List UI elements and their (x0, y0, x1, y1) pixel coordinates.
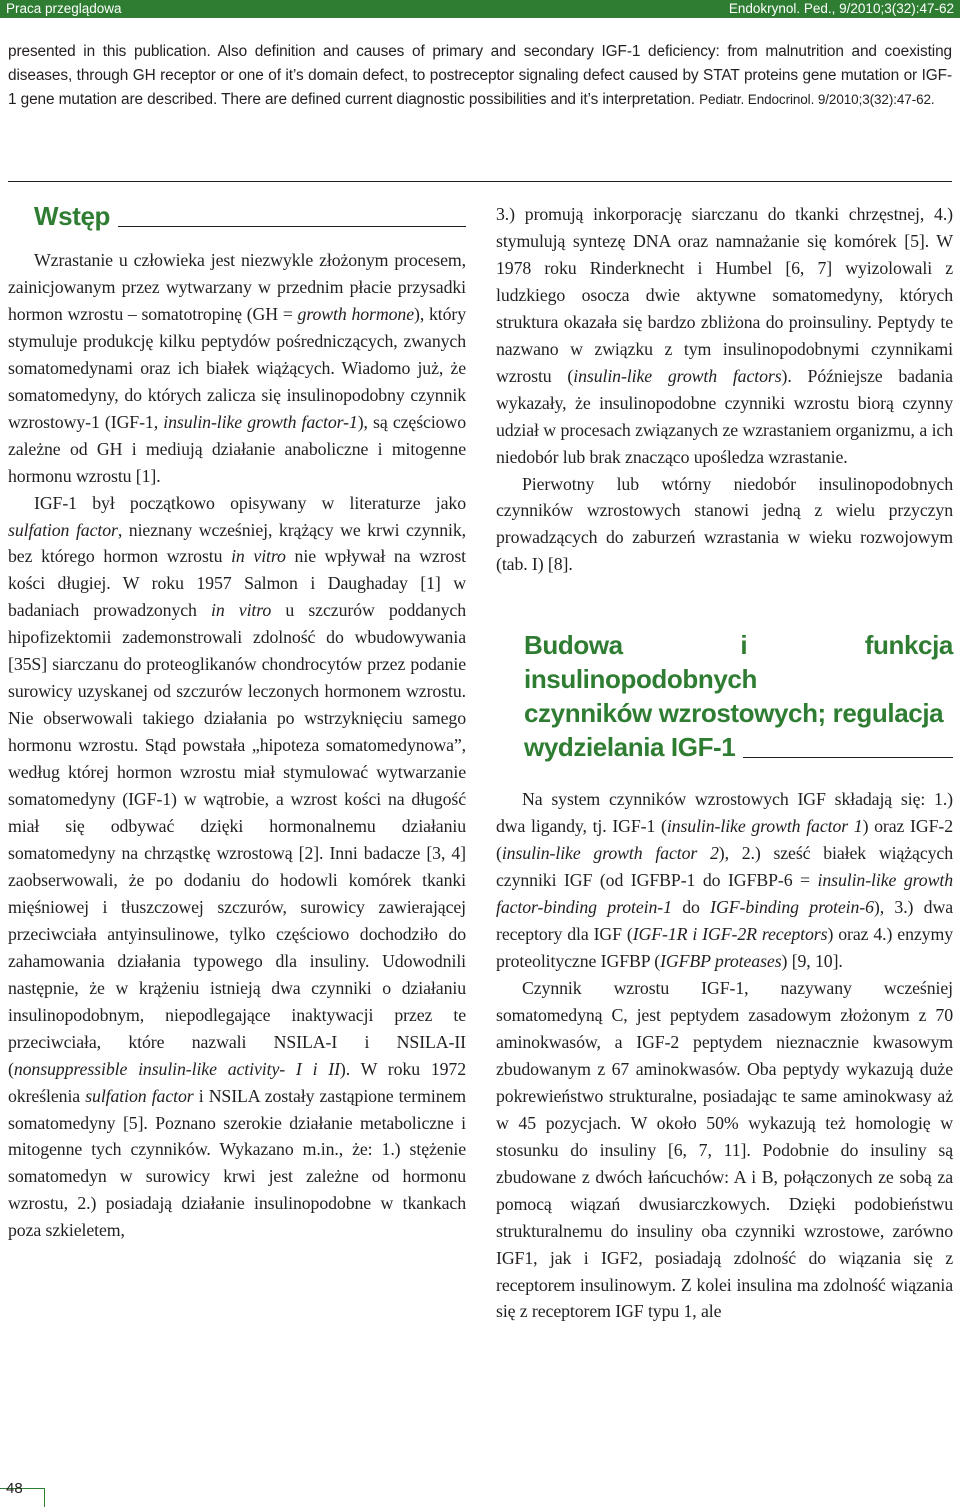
abstract-citation: Pediatr. Endocrinol. 9/2010;3(32):47-62. (699, 92, 935, 107)
paragraph: Czynnik wzrostu IGF-1, nazywany wcześniej somatomedyną C, jest peptydem zasadowym złożonym z 70 aminokwasów, a IGF-2 peptydem nieznacznie kwasowym zbudowanym z 67 aminokwasów. Oba peptydy wykazują duże pokrewieństwo strukturalne, posiadając te same aminokwasy aż w 45 pozycjach. W około 50% wykazują też homologię w stosunku do insuliny [6, 7, 11]. Podobnie do insuliny są zbudowane z dwóch łańcuchów: A i B, połączonych ze sobą za pomocą wiązań dwusiarczkowych. Dzięki podobieństwu strukturalnemu do insuliny oba czynniki wzrostowe, zarówno IGF1, jak i IGF2, posiadają zdolność do wiązania się z receptorem insulinowym. Z kolei insulina ma zdolność wiązania się z receptorem IGF typu 1, ale (496, 978, 953, 1322)
paragraph: IGF-1 był początkowo opisywany w literaturze jako sulfation factor, nieznany wcześniej, krążący we krwi czynnik, bez którego hormon wzrostu in vitro nie wpływał na wzrost kości długiej. W roku 1957 Salmon i Daughaday [1] w badaniach prowadzonych in vitro u szczurów poddanych hipofizektomii zademonstrowali zdolność do wbudowywania [35S] siarczanu do proteoglikanów chondrocytów przez podanie surowicy uzyskanej od szczurów leczonych hormonem wzrostu. Nie obserwowali takiego działania po wstrzyknięciu samego hormonu wzrostu. Stąd powstała „hipoteza somatomedynowa”, według której hormon wzrostu miał stymulować wytwarzanie somatomedyny (IGF-1) w wątrobie, a wzrost kości na długość miał się odbywać dzięki hormonalnemu działaniu somatomedyny na chrząstkę wzrostową [2]. Inni badacze [3, 4] zaobserwowali, że po dodaniu do hodowli komórek tkanki mięśniowej i tłuszczowej szczurów, surowicy zawierającej przeciwciała antyinsulinowe, tylko częściowo dochodziło do zahamowania działania typowego dla insuliny. Udowodnili następnie, że w krążeniu istnieją dwa czynniki o działaniu insulinopodobnym, niepodlegające inaktywacji przez te przeciwciała, które nazwali NSILA-I i NSILA-II (nonsuppressible insulin-like activity- I i II). W roku 1972 określenia sulfation factor i NSILA zostały zastąpione terminem somatomedyny [5]. Poznano szerokie działanie metaboliczne i mitogenne tych czynników. Wykazano m.in., że: 1.) stężenie somatomedyn w surowicy krwi jest zależne od hormonu wzrostu, 2.) posiadają działanie insulinopodobne w tkankach poza szkieletem, (8, 492, 467, 1241)
section-heading-text: Wstęp (34, 201, 111, 231)
left-column (8, 199, 466, 1244)
running-header (0, 0, 960, 18)
paragraph: Na system czynników wzrostowych IGF składają się: 1.) dwa ligandy, tj. IGF-1 (insulin-like growth factor 1) oraz IGF-2 (insulin-like growth factor 2), 2.) sześć białek wiążących czynniki IGF (od IGFBP-1 do IGFBP-6 = insulin-like growth factor-binding protein-1 do IGF-binding protein-6), 3.) dwa receptory dla IGF (IGF-1R i IGF-2R receptors) oraz 4.) enzymy proteolityczne IGFBP (IGFBP proteases) [9, 10]. (496, 789, 954, 972)
abstract-tail (8, 40, 952, 112)
journal-citation: Endokrynol. Ped., 9/2010;3(32):47-62 (728, 1, 954, 16)
section-divider (8, 181, 952, 182)
right-column (496, 201, 953, 1325)
section-heading-wstep (8, 199, 466, 233)
paragraph: Wzrastanie u człowieka jest niezwykle złożonym procesem, zainicjowanym przez wytwarzany w przednim płacie przysadki hormon wzrostu – somatotropinę (GH = growth hormone), który stymuluje produkcję kilku peptydów pośredniczących, zwanych somatomedynami oraz ich białek wiążących. Wiadomo już, że somatomedyny, do których zalicza się insulinopodobny czynnik wzrostowy-1 (IGF-1, insulin-like growth factor-1), są częściowo zależne od GH i mediują działanie anaboliczne i mitogenne hormonu wzrostu [1]. (8, 250, 466, 486)
abstract-text: presented in this publication. Also definition and causes of primary and secondary IGF-1 deficiency: from malnutrition and coexisting diseases, through GH receptor or one of it’s domain defect, to postreceptor signaling defect caused by STAT proteins gene mutation or IGF-1 gene mutation are described. There are defined current diagnostic possibilities and it’s interpretation. (8, 43, 952, 108)
article-type-label: Praca przeglądowa (6, 1, 122, 16)
section-heading-line-3: wydzielania IGF-1 (524, 732, 736, 763)
heading-rule (743, 757, 953, 758)
paragraph: 3.) promują inkorporację siarczanu do tkanki chrzęstnej, 4.) stymulują syntezę DNA oraz namnażanie się komórek [5]. W 1978 roku Rinderknecht i Humbel [6, 7] wyizolowali z ludzkiego osocza dwie aktywne somatomedyny, których struktura okazała się bardzo zbliżona do proinsuliny. Peptydy te nazwano w związku z tym insulinopodobnymi czynnikami wzrostu (insulin-like growth factors). Późniejsze badania wykazały, że insulinopodobne czynniki wzrostu biorą czynny udział w procesach związanych ze wzrastaniem organizmu, a ich niedobór lub brak znacząco upośledza wzrastanie. (496, 204, 953, 467)
page-number: 48 (6, 1480, 23, 1497)
section-heading-line-2: czynników wzrostowych; regulacja (524, 698, 944, 729)
heading-rule (118, 226, 466, 227)
section-heading-line-1: Budowa i funkcja insulinopodobnych (524, 630, 953, 695)
section-heading-budowa (496, 628, 953, 764)
paragraph: Pierwotny lub wtórny niedobór insulinopodobnych czynników wzrostowych stanowi jedną z wielu przyczyn prowadzących do zaburzeń wzrastania w wieku rozwojowym (tab. I) [8]. (496, 473, 953, 575)
